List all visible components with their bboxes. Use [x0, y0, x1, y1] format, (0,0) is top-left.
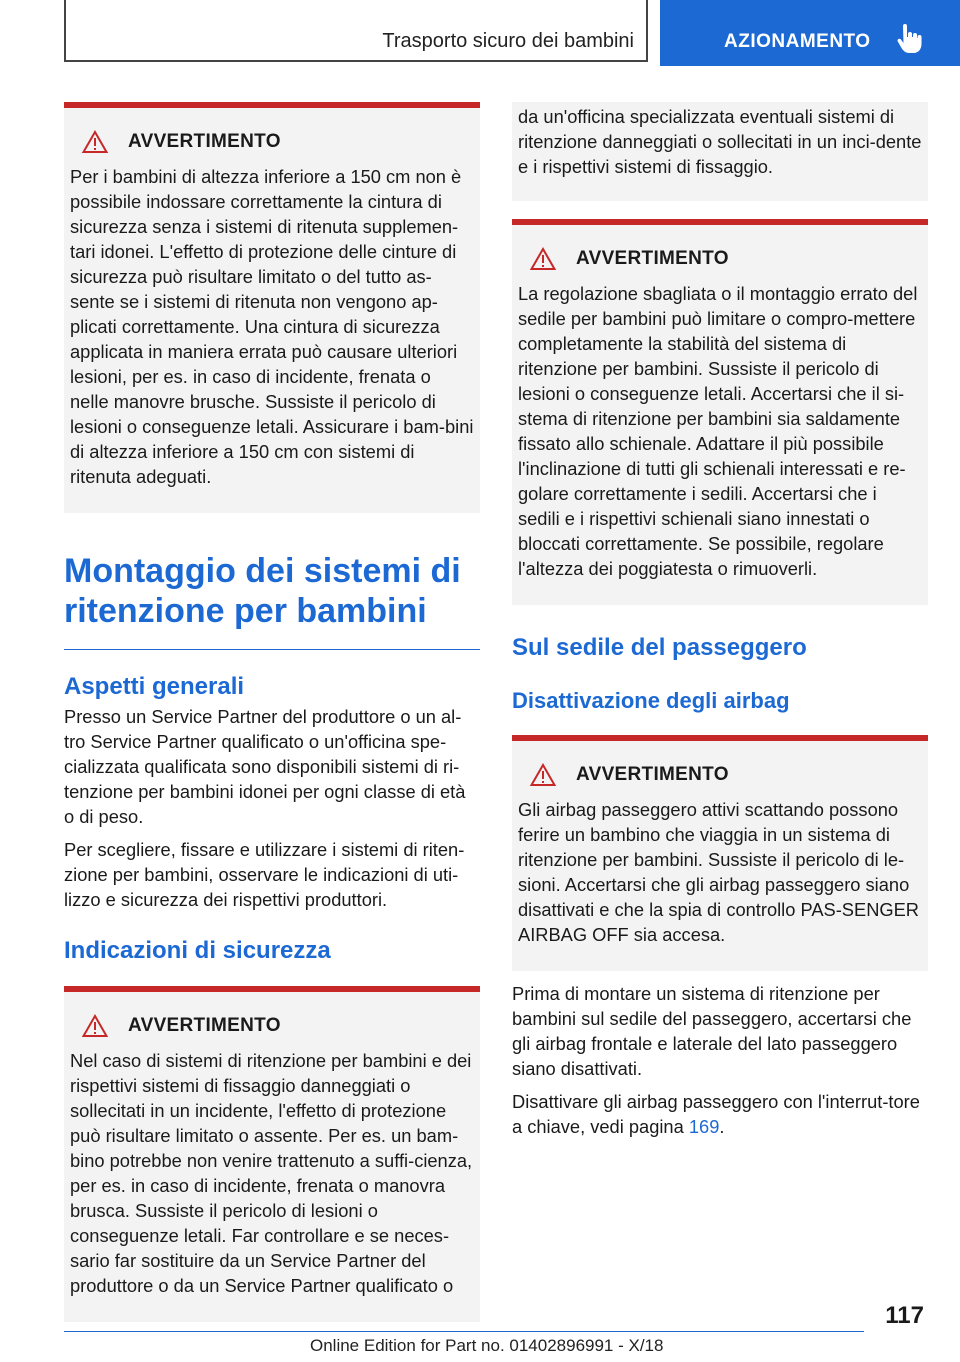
paragraph-text: Disattivare gli airbag passeggero con l'interrut-tore a chiave, vedi pagina [512, 1091, 920, 1137]
left-column [64, 102, 480, 1322]
paragraph-end: . [719, 1116, 725, 1137]
page-number: 117 [885, 1302, 924, 1329]
footer-divider [64, 1331, 864, 1332]
warning-text: La regolazione sbagliata o il montaggio errato del sedile per bambini può limitare o compro-mettere completamente la stabilità del sistema di ritenzione per bambini. Sussiste il pericolo di lesioni o conseguenze letali. Accertarsi che il si-stema di ritenzione per bambini sia saldamente fissato allo schienale. Adattare il più possibile l'inclinazione di tutti gli schienali interessati e re-golare correttamente i sedili. Accertarsi che i sedili e i rispettivi schienali siano innestati o bloccati correttamente. Se possibile, regolare l'altezza dei poggiatesta o rimuoverli. [518, 283, 918, 579]
warning-title: AVVERTIMENTO [576, 764, 729, 785]
warning-triangle-icon [82, 130, 108, 154]
section-heading-passenger-seat: Sul sedile del passeggero [512, 634, 807, 661]
warning-title: AVVERTIMENTO [128, 131, 281, 152]
warning-text: Nel caso di sistemi di ritenzione per bambini e dei rispettivi sistemi di fissaggio danneggiati o sollecitati in un incidente, l'effetto di protezione può risultare limitato o assente. Per es. un bam-bino potrebbe non venire trattenuto a suffi-cienza, per es. in caso di incidente, frenata o manovra brusca. Sussiste il pericolo di lesioni o conseguenze letali. Far controllare e se neces-sario far sostituire da un Service Partner del produttore o da un Service Partner qualificato o [70, 1050, 473, 1296]
warning-title: AVVERTIMENTO [128, 1015, 281, 1036]
warning-box-airbag [512, 735, 928, 971]
heading-divider [64, 649, 480, 650]
warning-triangle-icon [82, 1014, 108, 1038]
page-reference-link[interactable]: 169 [688, 1116, 720, 1137]
header-chapter-tab [64, 0, 648, 62]
hand-pointer-icon [896, 24, 922, 54]
warning-box-installation [512, 219, 928, 605]
main-heading: Montaggio dei sistemi di ritenzione per bambini [64, 552, 461, 630]
warning-box-height [64, 102, 480, 513]
paragraph: Presso un Service Partner del produttore o un al-tro Service Partner qualificato o un'officina spe-cializzata qualificata sono disponibili sistemi di ri-tenzione per bambini idonei per ogni classe di età o di peso. [64, 706, 466, 827]
header-section-tab [660, 0, 960, 66]
warning-box-continued [512, 102, 928, 201]
warning-text: Per i bambini di altezza inferiore a 150 cm non è possibile indossare correttamente la cintura di sicurezza senza i sistemi di ritenuta supplemen-tari idonei. L'effetto di protezione delle cinture di sicurezza può risultare limitato o del tutto as-sente se i sistemi di ritenuta non vengono ap-plicati correttamente. Una cintura di sicurezza applicata in maniera errata può causare ulteriori lesioni, per es. in caso di incidente, frenata o nelle manovre brusche. Sussiste il pericolo di lesioni o conseguenze letali. Assicurare i bam-bini di altezza inferiore a 150 cm con sistemi di ritenuta adeguati. [70, 166, 474, 487]
section-heading-safety: Indicazioni di sicurezza [64, 937, 331, 964]
chapter-title: Trasporto sicuro dei bambini [382, 30, 634, 52]
paragraph-with-link [512, 1089, 928, 1139]
warning-title: AVVERTIMENTO [576, 248, 729, 269]
warning-triangle-icon [530, 247, 556, 271]
subheading-airbag-deactivation: Disattivazione degli airbag [512, 688, 790, 713]
footer-edition: Online Edition for Part no. 01402896991 - X/18 [310, 1336, 664, 1355]
warning-text: Gli airbag passeggero attivi scattando possono ferire un bambino che viaggia in un sistema di ritenzione per bambini. Sussiste il pericolo di le-sioni. Accertarsi che gli airbag passeggero siano disattivati e che la spia di controllo PAS-SENGER AIRBAG OFF sia accesa. [518, 799, 920, 945]
paragraph: Per scegliere, fissare e utilizzare i sistemi di riten-zione per bambini, osservare le indicazioni di uti-lizzo e sicurezza dei rispettivi produttori. [64, 839, 465, 910]
paragraph: Prima di montare un sistema di ritenzione per bambini sul sedile del passeggero, accertarsi che gli airbag frontale e laterale del lato passeggero siano disattivati. [512, 983, 912, 1079]
section-title: AZIONAMENTO [724, 31, 871, 52]
warning-box-damaged [64, 986, 480, 1322]
right-column [512, 102, 928, 1139]
warning-text: da un'officina specializzata eventuali sistemi di ritenzione danneggiati o sollecitati in un inci-dente e i rispettivi sistemi di fissaggio. [518, 106, 922, 177]
warning-triangle-icon [530, 763, 556, 787]
section-heading-general: Aspetti generali [64, 673, 245, 700]
